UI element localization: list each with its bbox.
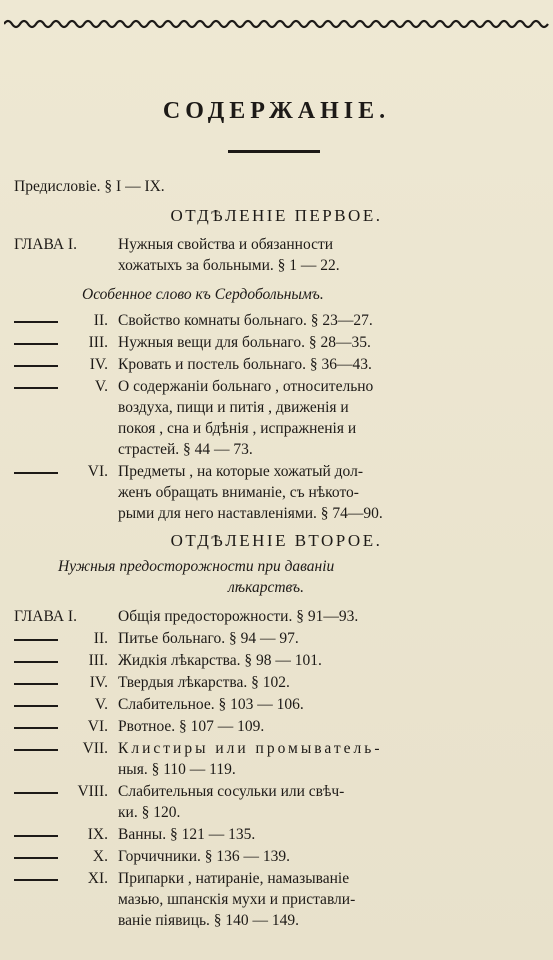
part2-heading: ОТДѢЛЕНІЕ ВТОРОЕ.	[170, 531, 383, 550]
toc-line: Кровать и постель больнаго. § 36—43.	[118, 356, 372, 373]
preface-entry: Предисловіе. § I — IX.	[14, 178, 165, 195]
toc-line: Рвотное. § 107 — 109.	[118, 718, 265, 735]
ditto-dash	[14, 727, 58, 729]
toc-line: Припарки , натираніе, намазываніе	[118, 870, 350, 887]
part1-chapter1-line1: Нужныя свойства и обязанности	[118, 236, 334, 253]
toc-line: Предметы , на которые хожатый дол-	[118, 463, 363, 480]
ditto-dash	[14, 792, 58, 794]
toc-line: Слабительное. § 103 — 106.	[118, 696, 304, 713]
chapter-number: X.	[92, 848, 108, 865]
toc-line: Нужныя вещи для больнаго. § 28—35.	[118, 334, 371, 351]
ditto-dash	[14, 705, 58, 707]
toc-line: Горчичники. § 136 — 139.	[118, 848, 291, 865]
toc-line: ваніе піявиць. § 140 — 149.	[118, 912, 300, 929]
ditto-dash	[14, 749, 58, 751]
toc-line: Ванны. § 121 — 135.	[118, 826, 256, 843]
toc-line: рыми для него наставленіями. § 74—90.	[118, 505, 383, 522]
chapter-number: IV.	[89, 674, 108, 691]
toc-line: страстей. § 44 — 73.	[118, 441, 253, 458]
part2-chapter1-label: ГЛАВА I.	[14, 608, 77, 625]
chapter-number: VI.	[87, 718, 108, 735]
chapter-number: III.	[88, 652, 108, 669]
chapter-number: VI.	[87, 463, 108, 480]
part2-chapter1-line1: Общія предосторожности. § 91—93.	[118, 608, 359, 625]
toc-line: Питье больнаго. § 94 — 97.	[118, 630, 299, 647]
chapter-number: XI.	[87, 870, 108, 887]
chapter-number: V.	[94, 378, 108, 395]
toc-line: Клистиры или промыватель-	[118, 740, 383, 757]
toc-line: Жидкія лѣкарства. § 98 — 101.	[118, 652, 322, 669]
chapter-number: III.	[88, 334, 108, 351]
part1-chapter1-label: ГЛАВА I.	[14, 236, 77, 253]
toc-line: мазью, шпанскія мухи и приставли-	[118, 891, 356, 908]
toc-line: ки. § 120.	[118, 804, 181, 821]
toc-line: покоя , сна и бдѣнія , испражненія и	[118, 420, 357, 437]
chapter-number: II.	[93, 630, 108, 647]
chapter-number: V.	[94, 696, 108, 713]
ditto-dash	[14, 683, 58, 685]
toc-line: О содержаніи больнаго , относительно	[118, 378, 374, 395]
ditto-dash	[14, 387, 58, 389]
toc-line: Слабительныя сосульки или свѣч-	[118, 783, 345, 800]
ditto-dash	[14, 879, 58, 881]
part1-chapter1-line2: хожатыхъ за больными. § 1 — 22.	[118, 257, 340, 274]
ditto-dash	[14, 835, 58, 837]
part2-subtitle: лѣкарствъ.	[228, 579, 304, 596]
toc-line: воздуха, пищи и питія , движенія и	[118, 399, 349, 416]
chapter-number: VIII.	[77, 783, 108, 800]
ditto-dash	[14, 321, 58, 323]
chapter-number: IV.	[89, 356, 108, 373]
part1-special-address: Особенное слово къ Сердобольнымъ.	[82, 286, 324, 303]
ditto-dash	[14, 365, 58, 367]
part1-heading: ОТДѢЛЕНІЕ ПЕРВОЕ.	[170, 206, 383, 225]
ditto-dash	[14, 343, 58, 345]
toc-line: Свойство комнаты больнаго. § 23—27.	[118, 312, 373, 329]
title-rule	[228, 150, 320, 153]
chapter-number: II.	[93, 312, 108, 329]
toc-line: Твердыя лѣкарства. § 102.	[118, 674, 290, 691]
part2-subtitle: Нужныя предосторожности при даваніи	[58, 558, 335, 575]
ditto-dash	[14, 472, 58, 474]
ditto-dash	[14, 639, 58, 641]
chapter-number: VII.	[82, 740, 108, 757]
ditto-dash	[14, 857, 58, 859]
wave-ornament	[4, 18, 549, 30]
page-title: СОДЕРЖАНІЕ.	[162, 98, 391, 124]
toc-line: женъ обращать вниманіе, съ нѣкото-	[118, 484, 359, 501]
chapter-number: IX.	[87, 826, 108, 843]
ditto-dash	[14, 661, 58, 663]
toc-line: ныя. § 110 — 119.	[118, 761, 236, 778]
